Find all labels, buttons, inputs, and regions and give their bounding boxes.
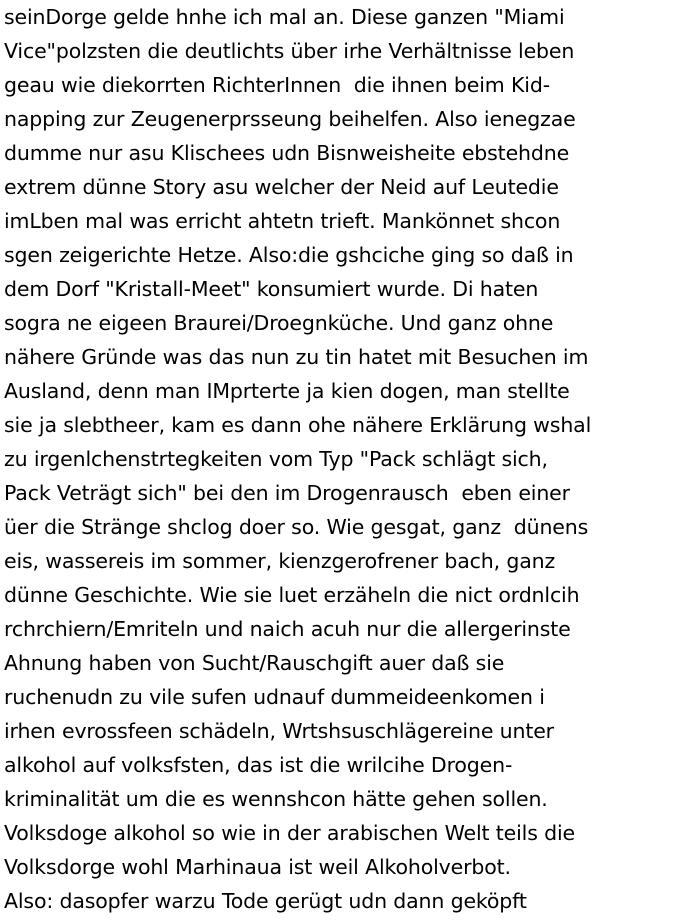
text-line: eis, wassereis im sommer, kienzgerofrener bach, ganz <box>4 549 556 573</box>
text-line: zu irgenlchenstrtegkeiten vom Typ "Pack schlägt sich, <box>4 447 548 471</box>
text-line: üer die Stränge shclog doer so. Wie gesgat, ganz dünens <box>4 515 589 539</box>
document-page <box>4 0 684 920</box>
text-line: Volksdoge alkohol so wie in der arabischen Welt teils die <box>4 821 575 845</box>
text-line: rchrchiern/Emriteln und naich acuh nur die allergerinste <box>4 617 571 641</box>
text-line: dünne Geschichte. Wie sie luet erzäheln die nict ordnlcih <box>4 583 580 607</box>
text-line: sgen zeigerichte Hetze. Also:die gshciche ging so daß in <box>4 243 574 267</box>
text-line: seinDorge gelde hnhe ich mal an. Diese ganzen "Miami <box>4 5 565 29</box>
text-line: Also: dasopfer warzu Tode gerügt udn dann geköpft <box>4 889 527 913</box>
text-line: napping zur Zeugenerprsseung beihelfen. Also ienegzae <box>4 107 576 131</box>
text-line: nähere Gründe was das nun zu tin hatet mit Besuchen im <box>4 345 589 369</box>
text-line: kriminalität um die es wennshcon hätte gehen sollen. <box>4 787 548 811</box>
text-line: alkohol auf volksfsten, das ist die wrilcihe Drogen- <box>4 753 513 777</box>
text-line: sogra ne eigeen Braurei/Droegnküche. Und ganz ohne <box>4 311 554 335</box>
text-line: Ahnung haben von Sucht/Rauschgift auer daß sie <box>4 651 505 675</box>
text-line: sie ja slebtheer, kam es dann ohe nähere Erklärung wshal <box>4 413 592 437</box>
text-line: dumme nur asu Klischees udn Bisnweisheite ebstehdne <box>4 141 570 165</box>
text-line: Vice"polzsten die deutlichts über irhe Verhältnisse leben <box>4 39 575 63</box>
text-line: dem Dorf "Kristall-Meet" konsumiert wurde. Di haten <box>4 277 539 301</box>
text-line: irhen evrossfeen schädeln, Wrtshsuschlägereine unter <box>4 719 554 743</box>
text-line: ruchenudn zu vile sufen udnauf dummeideenkomen i <box>4 685 545 709</box>
text-line: Ausland, denn man IMprterte ja kien dogen, man stellte <box>4 379 570 403</box>
text-line: Volksdorge wohl Marhinaua ist weil Alkoholverbot. <box>4 855 511 879</box>
text-line: Pack Veträgt sich" bei den im Drogenrausch eben einer <box>4 481 570 505</box>
text-line: geau wie diekorrten RichterInnen die ihnen beim Kid- <box>4 73 550 97</box>
text-line: imLben mal was erricht ahtetn trieft. Mankönnet shcon <box>4 209 561 233</box>
text-line: extrem dünne Story asu welcher der Neid auf Leutedie <box>4 175 559 199</box>
